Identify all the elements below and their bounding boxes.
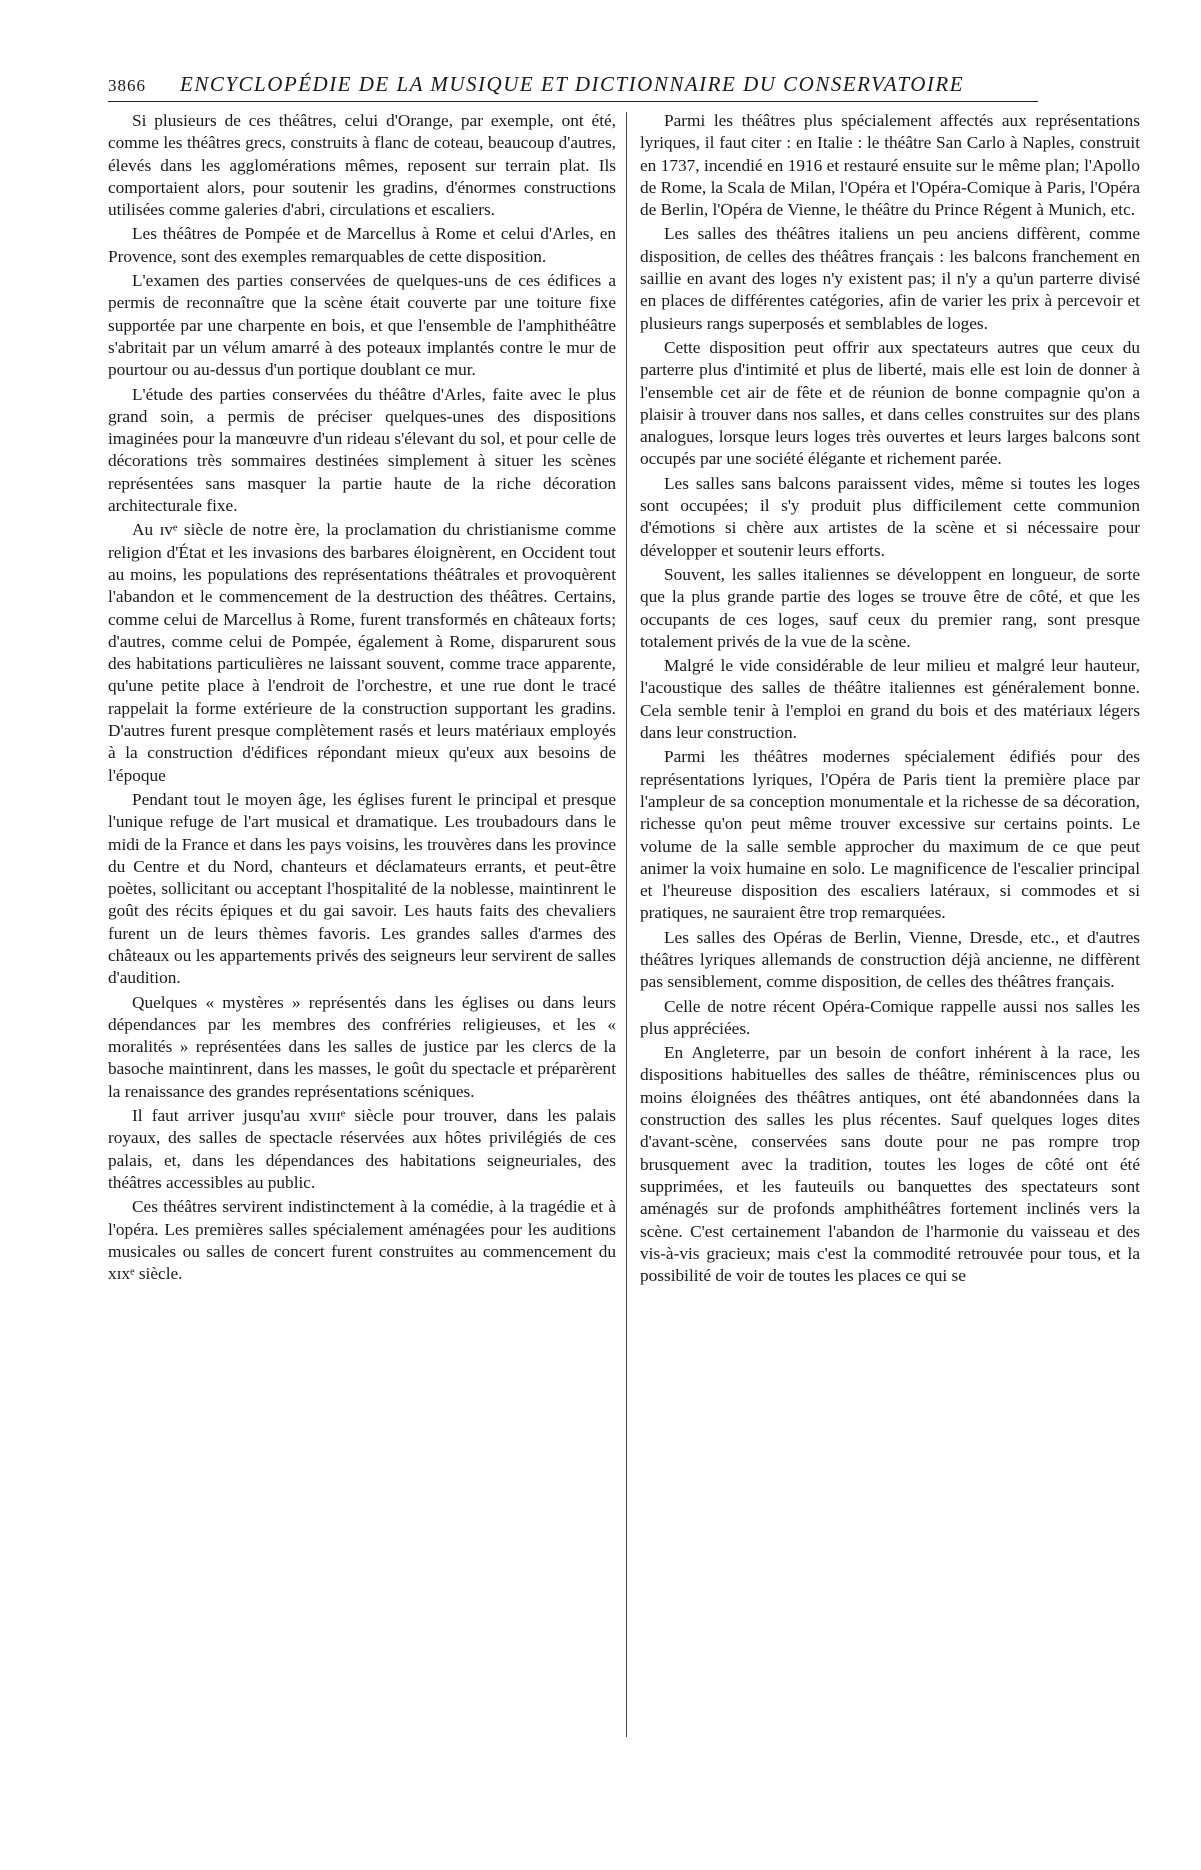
page-number: 3866	[108, 76, 146, 95]
paragraph: Parmi les théâtres modernes spécialement édifiés pour des représentations lyriques, l'Opéra de Paris tient la première place par l'ampleur de sa conception monumentale et la richesse de sa décoration, richesse qu'on peut même trouver excessive sur certains points. Le volume de la salle semble approcher du maximum de ce que peut animer la voix humaine en solo. Le magnificence de l'escalier principal et l'heureuse disposition des escaliers latéraux, si commodes et si pratiques, ne sauraient être trop remarquées.	[640, 747, 1140, 923]
left-column	[108, 110, 616, 1740]
paragraph: L'examen des parties conservées de quelques-uns de ces édifices a permis de reconnaître que la scène était couverte par une toiture fixe supportée par une charpente en bois, et que l'ensemble de l'amphithéâtre s'abritait par un vélum amarré à des poteaux implantés contre le mur de pourtour ou au-dessus d'un portique doublant ce mur.	[108, 271, 616, 380]
paragraph: Celle de notre récent Opéra-Comique rappelle aussi nos salles les plus appréciées.	[640, 996, 1140, 1038]
paragraph: Les salles des Opéras de Berlin, Vienne, Dresde, etc., et d'autres théâtres lyriques allemands de construction déjà ancienne, ne diffèrent pas sensiblement, comme disposition, de celles des théâtres français.	[640, 927, 1140, 992]
paragraph: Parmi les théâtres plus spécialement affectés aux représentations lyriques, il faut citer : en Italie : le théâtre San Carlo à Naples, construit en 1737, incendié en 1916 et restauré ensuite sur le même plan; l'Apollo de Rome, la Scala de Milan, l'Opéra et l'Opéra-Comique à Paris, l'Opéra de Berlin, l'Opéra de Vienne, le théâtre du Prince Régent à Munich, etc.	[640, 111, 1140, 220]
paragraph: Malgré le vide considérable de leur milieu et malgré leur hauteur, l'acoustique des salles de théâtre italiennes est généralement bonne. Cela semble tenir à l'emploi en grand du bois et des matériaux légers dans leur construction.	[640, 656, 1140, 743]
header-rule	[108, 101, 1038, 102]
page-header	[108, 72, 1038, 102]
paragraph: Quelques « mystères » représentés dans les églises ou dans leurs dépendances par les membres des confréries religieuses, et les « moralités » représentées dans les salles de justice par les clercs de la basoche maintinrent, dans les masses, le goût du spectacle et préparèrent la renaissance des grandes représentations scéniques.	[108, 992, 616, 1101]
running-title: ENCYCLOPÉDIE DE LA MUSIQUE ET DICTIONNAIRE DU CONSERVATOIRE	[180, 72, 965, 96]
column-divider	[626, 112, 627, 1737]
paragraph: Si plusieurs de ces théâtres, celui d'Orange, par exemple, ont été, comme les théâtres grecs, construits à flanc de coteau, beaucoup d'autres, élevés dans les agglomérations mêmes, reposent sur terrain plat. Ils comportaient alors, pour soutenir les gradins, d'énormes constructions utilisées comme galeries d'abri, circulations et escaliers.	[108, 111, 616, 220]
paragraph: Ces théâtres servirent indistinctement à la comédie, à la tragédie et à l'opéra. Les premières salles spécialement aménagées pour les auditions musicales ou salles de concert furent construites au commencement du xɪxᵉ siècle.	[108, 1197, 616, 1284]
paragraph: Cette disposition peut offrir aux spectateurs autres que ceux du parterre plus d'intimité et plus de liberté, mais elle est loin de donner à l'ensemble cet air de fête et de réunion de bonne compagnie qu'on a plaisir à trouver dans nos salles, et dans celles construites sur des plans analogues, lorsque leurs loges très ouvertes et leurs larges balcons sont occupés par une société élégante et richement parée.	[640, 337, 1140, 469]
right-column	[640, 110, 1140, 1740]
paragraph: Les salles des théâtres italiens un peu anciens diffèrent, comme disposition, de celles des théâtres français : les balcons franchement en saillie en avant des loges n'y existent pas; il n'y a qu'un parterre divisé en places de différentes catégories, afin de varier les prix à percevoir et plusieurs rangs superposés et semblables de loges.	[640, 224, 1140, 333]
paragraph: Pendant tout le moyen âge, les églises furent le principal et presque l'unique refuge de l'art musical et dramatique. Les troubadours dans le midi de la France et dans les pays voisins, les trouvères dans les province du Centre et du Nord, chanteurs et déclamateurs errants, et peut-être poètes, sollicitant ou acceptant l'hospitalité de la noblesse, maintinrent le goût des récits épiques et du gai savoir. Les hauts faits des chevaliers furent un de leurs thèmes favoris. Les grandes salles d'armes des châteaux ou les appartements privés des seigneurs leur servirent de salles d'audition.	[108, 789, 616, 988]
paragraph: En Angleterre, par un besoin de confort inhérent à la race, les dispositions habituelles des salles de théâtre, réminiscences plus ou moins éloignées des théâtres antiques, ont été abandonnées dans la construction des salles les plus récentes. Sauf quelques loges dites d'avant-scène, conservées sans doute pour ne pas rompre trop brusquement avec la tradition, toutes les loges de côté ont été supprimées, et les fauteuils ou banquettes des spectateurs sont aménagés sur de profonds amphithéâtres fortement inclinés vers la scène. C'est certainement l'abandon de l'harmonie du vaisseau et des vis-à-vis gracieux; mais c'est la commodité retrouvée pour tous, et la possibilité de voir de toutes les places ce qui se	[640, 1043, 1140, 1286]
paragraph: Souvent, les salles italiennes se développent en longueur, de sorte que la plus grande partie des loges se trouve être de côté, et que les occupants de ces loges, sauf ceux du premier rang, sont presque totalement privés de la vue de la scène.	[640, 564, 1140, 651]
paragraph: Au ɪvᵉ siècle de notre ère, la proclamation du christianisme comme religion d'État et les invasions des barbares éloignèrent, en Occident tout au moins, les populations des représentations théâtrales et provoquèrent l'abandon et le commencement de la destruction des théâtres. Certains, comme celui de Marcellus à Rome, furent transformés en châteaux forts; d'autres, comme celui de Pompée, également à Rome, disparurent sous des habitations particulières ne laissant souvent, comme trace apparente, qu'une petite place à l'endroit de l'orchestre, et une rue dont le tracé rappelait la forme extérieure de la construction supportant les gradins. D'autres furent presque complètement rasés et leurs matériaux employés à la construction d'édifices répondant mieux qu'eux aux besoins de l'époque	[108, 520, 616, 785]
paragraph: Il faut arriver jusqu'au xᴠɪɪɪᵉ siècle pour trouver, dans les palais royaux, des salles de spectacle réservées aux hôtes privilégiés de ces palais, et, dans les dépendances des habitations seigneuriales, des théâtres accessibles au public.	[108, 1106, 616, 1192]
paragraph: Les salles sans balcons paraissent vides, même si toutes les loges sont occupées; il s'y produit plus difficilement cette communion d'émotions si chère aux artistes de la scène et si nécessaire pour développer et soutenir leurs efforts.	[640, 473, 1140, 560]
paragraph: L'étude des parties conservées du théâtre d'Arles, faite avec le plus grand soin, a permis de préciser quelques-unes des dispositions imaginées pour la manœuvre d'un rideau s'élevant du sol, et pour celle de décorations très sommaires destinées simplement à situer les scènes représentées sans masquer la partie haute de la riche décoration architecturale fixe.	[108, 384, 616, 516]
paragraph: Les théâtres de Pompée et de Marcellus à Rome et celui d'Arles, en Provence, sont des exemples remarquables de cette disposition.	[108, 224, 616, 266]
